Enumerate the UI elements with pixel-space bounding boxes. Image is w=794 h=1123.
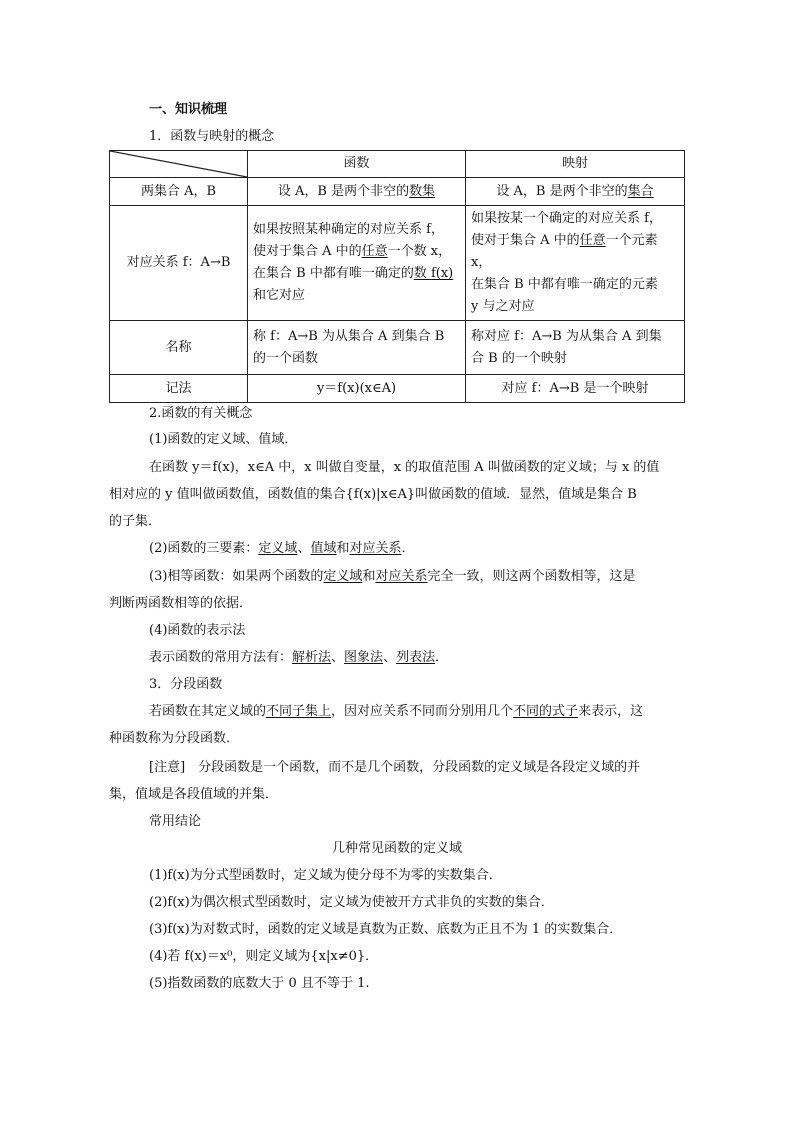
text-line: 在集合 B 中都有唯一确定的元素 [471, 277, 658, 292]
centered-heading: 几种常见函数的定义域 [331, 841, 462, 856]
text: (2)函数的三要素： [149, 541, 259, 556]
underlined-text: 不同的式子 [513, 704, 579, 719]
underlined-text: 图象法 [344, 650, 384, 665]
subsection-title-1: 1．函数与映射的概念 [149, 129, 275, 144]
paragraph-line: 的子集． [109, 514, 162, 529]
underlined-text: 数集 [409, 183, 436, 199]
text-line: 称对应 f：A→B 为从集合 A 到集 [471, 328, 662, 344]
text: 完全一致，则这两个函数相等，这是 [427, 569, 636, 584]
conclusion-item: (1)f(x)为分式型函数时，定义域为使分母不为零的实数集合． [149, 868, 502, 883]
text: 表示函数的常用方法有： [149, 650, 293, 665]
text: 一个元素 x， [471, 233, 658, 270]
text: 和 [336, 541, 350, 556]
underlined-text: 数 f(x) [413, 266, 454, 281]
underlined-text: 定义域 [258, 541, 298, 556]
table-row-notation [110, 375, 685, 403]
paragraph-line: (1)函数的定义域、值域． [149, 432, 298, 447]
equal-functions-line [149, 565, 635, 584]
table-row-name [110, 321, 685, 375]
table-header-row [110, 151, 685, 178]
underlined-text: 对应关系 [375, 569, 428, 584]
text: (3)相等函数：如果两个函数的 [149, 569, 324, 584]
subsection-title-3: 3．分段函数 [149, 677, 223, 692]
text: 一个数 x， [387, 244, 452, 259]
text: ． [401, 541, 415, 556]
table-row-sets [110, 178, 685, 206]
cell-mapping-sets [466, 178, 685, 206]
underlined-text: 任意 [361, 244, 388, 259]
conclusion-item: (5)指数函数的底数大于 0 且不等于 1. [149, 976, 370, 991]
text-line: 合 B 的一个映射 [471, 350, 567, 366]
text-line: 和它对应 [253, 288, 306, 303]
diagonal-line [110, 151, 247, 177]
text: 、 [383, 650, 397, 665]
cell-function-notation: y＝f(x)(x∈A) [248, 375, 466, 403]
text: 和 [362, 569, 376, 584]
cell-function-correspondence [248, 206, 466, 321]
representation-methods-line [149, 646, 448, 665]
text-line [471, 230, 679, 274]
section-title: 一、知识梳理 [149, 102, 228, 117]
diagonal-header-cell [110, 151, 248, 178]
cell-mapping-correspondence [466, 206, 685, 321]
text-line [253, 263, 460, 285]
paragraph-line: 种函数称为分段函数． [109, 731, 240, 746]
text-line: 如果按照某种确定的对应关系 f， [253, 222, 444, 237]
text-line: 称 f：A→B 为从集合 A 到集合 B [253, 328, 445, 344]
text-line: 如果按某一个确定的对应关系 f， [471, 211, 662, 226]
header-function: 函数 [248, 151, 466, 178]
header-mapping: 映射 [466, 151, 685, 178]
conclusion-item: (2)f(x)为偶次根式型函数时，定义域为使被开方式非负的实数的集合． [149, 895, 554, 910]
underlined-text: 对应关系 [349, 541, 402, 556]
underlined-text: 任意 [579, 233, 606, 248]
underlined-text: 解析法 [292, 650, 332, 665]
row-label-sets: 两集合 A，B [110, 178, 248, 206]
text: 若函数在其定义域的 [149, 704, 267, 719]
subsection-title-2: 2.函数的有关概念 [149, 406, 253, 421]
conclusion-title: 常用结论 [149, 814, 202, 829]
conclusion-item: (4)若 f(x)＝x⁰，则定义域为{x|x≠0}． [149, 949, 379, 964]
three-elements-line [149, 537, 415, 556]
row-label-name: 名称 [110, 321, 248, 375]
underlined-text: 值域 [310, 541, 337, 556]
note-line: [注意] 分段函数是一个函数，而不是几个函数，分段函数的定义域是各段定义域的并 [149, 760, 641, 775]
text: 使对于集合 A 中的 [253, 244, 362, 259]
text-line: y 与之对应 [471, 299, 535, 314]
piecewise-definition-line [149, 700, 643, 719]
text: ． [435, 650, 449, 665]
row-label-notation: 记法 [110, 375, 248, 403]
text: 来表示，这 [578, 704, 644, 719]
underlined-text: 不同子集上 [266, 704, 332, 719]
conclusion-item: (3)f(x)为对数式时，函数的定义域是真数为正数、底数为正且不为 1 的实数集合． [149, 922, 623, 937]
table-row-correspondence [110, 206, 685, 321]
text: 设 A，B 是两个非空的 [496, 183, 628, 199]
text: 设 A，B 是两个非空的 [277, 183, 410, 199]
text: 在集合 B 中都有唯一确定的 [253, 266, 414, 281]
cell-mapping-name [466, 321, 685, 375]
cell-function-name [248, 321, 466, 375]
paragraph-line: (4)函数的表示法 [149, 623, 246, 638]
row-label-correspondence: 对应关系 f：A→B [110, 206, 248, 321]
paragraph-line: 相对应的 y 值叫做函数值，函数值的集合{f(x)|x∈A}叫做函数的值域．显然，值域是集合 B [109, 487, 637, 502]
note-line: 集，值域是各段值域的并集． [109, 787, 279, 802]
text-line: 的一个函数 [253, 350, 319, 366]
text: 使对于集合 A 中的 [471, 233, 580, 248]
cell-mapping-notation: 对应 f：A→B 是一个映射 [466, 375, 685, 403]
underlined-text: 定义域 [323, 569, 363, 584]
function-mapping-table [109, 150, 685, 403]
text-line [253, 241, 460, 263]
text: 、 [331, 650, 345, 665]
text: ，因对应关系不同而分别用几个 [331, 704, 514, 719]
underlined-text: 列表法 [396, 650, 436, 665]
paragraph-line: 判断两函数相等的依据． [109, 596, 253, 611]
text: 、 [297, 541, 311, 556]
underlined-text: 集合 [627, 183, 654, 199]
cell-function-sets [248, 178, 466, 206]
paragraph-line: 在函数 y＝f(x)，x∈A 中，x 叫做自变量，x 的取值范围 A 叫做函数的定义域；与 x 的值 [149, 460, 660, 475]
